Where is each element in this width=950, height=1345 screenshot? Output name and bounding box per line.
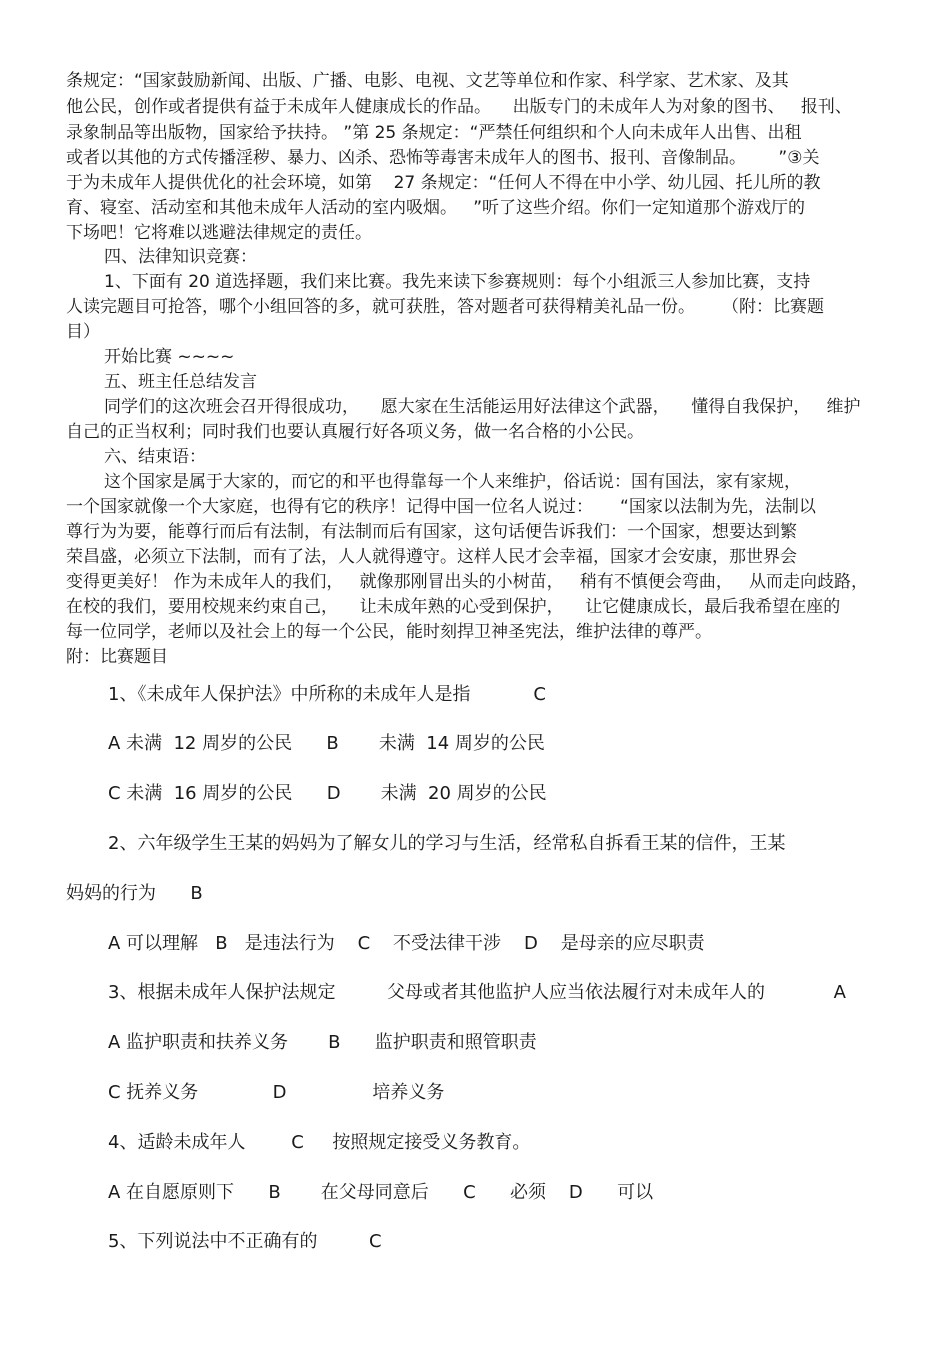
text-line: 育、寝室、活动室和其他未成年人活动的室内吸烟。 ”听了这些介绍。你们一定知道那个游戏厅的 [66,198,806,218]
question-1: 1、《未成年人保护法》中所称的未成年人是指 C [108,684,546,705]
text-line: 人读完题目可抢答，哪个小组回答的多，就可获胜，答对题者可获得精美礼品一份。 （附：比赛题 [66,297,825,317]
text-line: 同学们的这次班会召开得很成功， 愿大家在生活能运用好法律这个武器， 懂得自我保护， 维护 [104,397,861,417]
question-2-options: A 可以理解 B 是违法行为 C 不受法律干涉 D 是母亲的应尽职责 [108,933,705,954]
question-2: 2、六年级学生王某的妈妈为了解女儿的学习与生活，经常私自拆看王某的信件，王某 [108,833,786,854]
text-line: 条规定：“国家鼓励新闻、出版、广播、电影、电视、文艺等单位和作家、科学家、艺术家、及其 [66,71,789,91]
text-line: 尊行为为要，能尊行而后有法制，有法制而后有国家，这句话便告诉我们：一个国家，想要达到繁 [66,522,797,542]
question-5: 5、下列说法中不正确有的 C [108,1231,382,1252]
text-line: 开始比赛 ~~~~ [104,347,235,367]
section-heading: 四、法律知识竞赛： [104,247,257,267]
text-line: 或者以其他的方式传播淫秽、暴力、凶杀、恐怖等毒害未成年人的图书、报刊、音像制品。 ”③关 [66,148,820,168]
text-line: 1、下面有 20 道选择题，我们来比赛。我先来读下参赛规则：每个小组派三人参加比赛，支持 [104,272,811,292]
text-line: 自己的正当权利；同时我们也要认真履行好各项义务，做一名合格的小公民。 [66,422,644,442]
section-heading: 六、结束语： [104,447,206,467]
text-line: 荣昌盛，必须立下法制，而有了法，人人就得遵守。这样人民才会幸福，国家才会安康，那世界会 [66,547,797,567]
text-line: 一个国家就像一个大家庭，也得有它的秩序！记得中国一位名人说过： “国家以法制为先，法制以 [66,497,816,517]
text-line: 下场吧！它将难以逃避法律规定的责任。 [66,223,372,243]
question-3-options-cd: C 抚养义务 D 培养义务 [108,1082,445,1103]
question-1-options-cd: C 未满 16 周岁的公民 D 未满 20 周岁的公民 [108,783,547,804]
question-1-options-ab: A 未满 12 周岁的公民 B 未满 14 周岁的公民 [108,733,545,754]
text-line: 于为未成年人提供优化的社会环境，如第 27 条规定：“任何人不得在中小学、幼儿园、托儿所的教 [66,173,821,193]
text-line: 每一位同学，老师以及社会上的每一个公民，能时刻捍卫神圣宪法，维护法律的尊严。 [66,622,712,642]
appendix-heading: 附：比赛题目 [66,647,168,667]
section-heading: 五、班主任总结发言 [104,372,257,392]
question-2-cont: 妈妈的行为 B [66,883,203,904]
text-line: 这个国家是属于大家的，而它的和平也得靠每一个人来维护，俗话说：国有国法，家有家规， [104,472,801,492]
question-4: 4、适龄未成年人 C 按照规定接受义务教育。 [108,1132,531,1153]
text-line: 录象制品等出版物，国家给予扶持。 ”第 25 条规定：“严禁任何组织和个人向未成年人出售、出租 [66,123,802,143]
question-4-options: A 在自愿原则下 B 在父母同意后 C 必须 D 可以 [108,1182,654,1203]
text-line: 目） [66,322,100,342]
text-line: 变得更美好！ 作为未成年人的我们， 就像那刚冒出头的小树苗， 稍有不慎便会弯曲， 从而走向歧路， [66,572,869,592]
text-line: 他公民，创作或者提供有益于未成年人健康成长的作品。 出版专门的未成年人为对象的图书、 报刊、 [66,97,852,117]
text-line: 在校的我们，要用校规来约束自己， 让未成年熟的心受到保护， 让它健康成长，最后我希望在座的 [66,597,841,617]
question-3: 3、根据未成年人保护法规定 父母或者其他监护人应当依法履行对未成年人的 A [108,982,846,1003]
question-3-options-ab: A 监护职责和扶养义务 B 监护职责和照管职责 [108,1032,537,1053]
